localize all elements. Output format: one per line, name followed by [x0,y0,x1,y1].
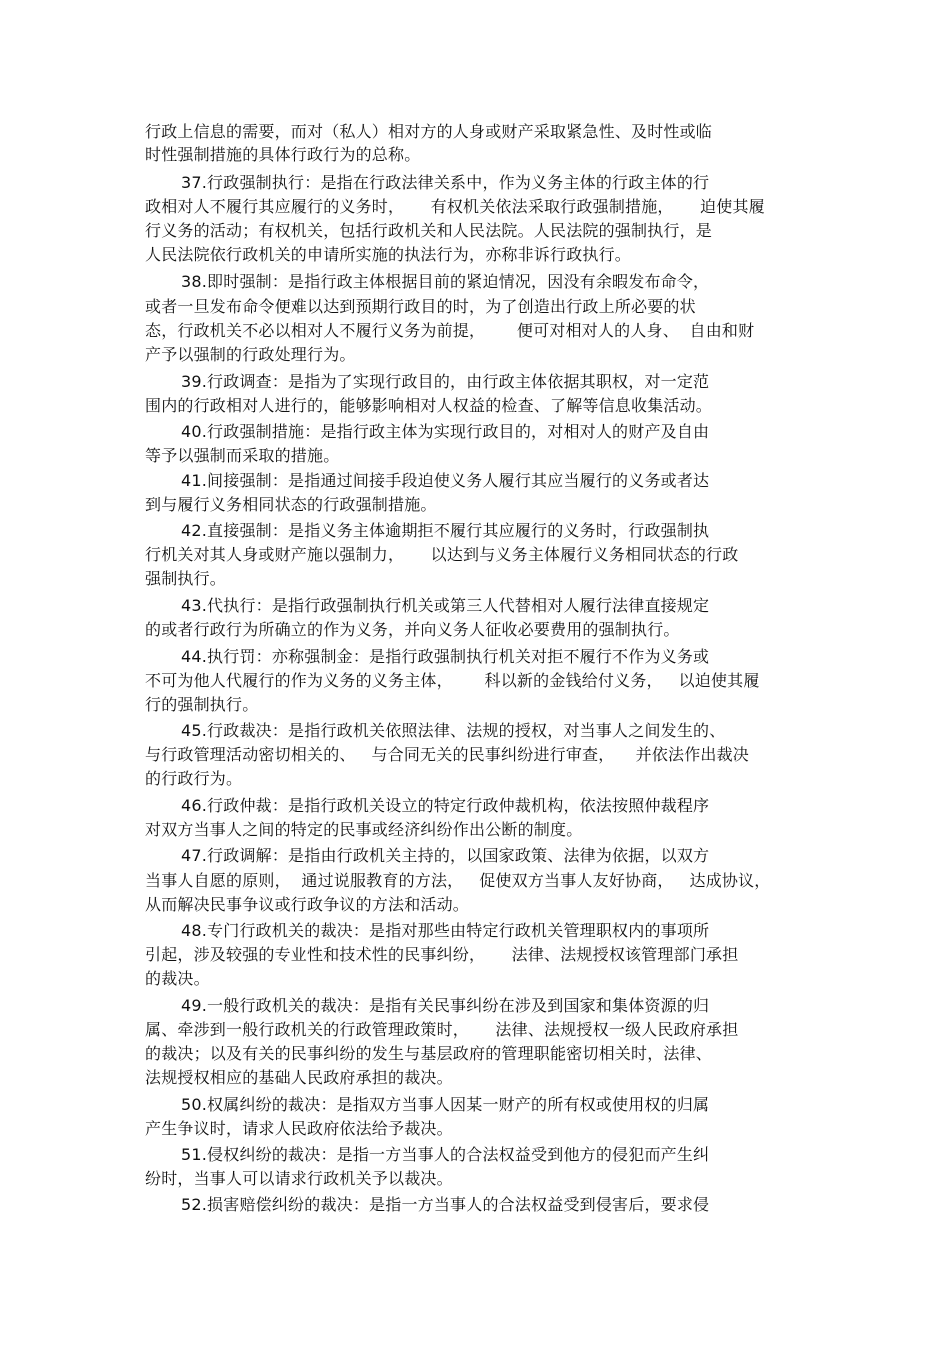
paragraph-first-line: 41.间接强制：是指通过间接手段迫使义务人履行其应当履行的义务或者达 [181,471,710,490]
paragraph-line: 产予以强制的行政处理行为。 [145,345,356,364]
paragraph-first-line: 37.行政强制执行：是指在行政法律关系中，作为义务主体的行政主体的行 [181,173,710,192]
paragraph-line: 人民法院依行政机关的申请所实施的执法行为，亦称非诉行政执行。 [145,245,632,264]
paragraph-line: 与行政管理活动密切相关的、 与合同无关的民事纠纷进行审查， 并依法作出裁决 [145,745,750,764]
paragraph-line: 产生争议时，请求人民政府依法给予裁决。 [145,1119,453,1138]
paragraph-first-line: 49.一般行政机关的裁决：是指有关民事纠纷在涉及到国家和集体资源的归 [181,996,710,1015]
paragraph-line: 行义务的活动；有权机关，包括行政机关和人民法院。人民法院的强制执行，是 [145,221,713,240]
paragraph-line: 的或者行政行为所确立的作为义务，并向义务人征收必要费用的强制执行。 [145,620,680,639]
paragraph-first-line: 48.专门行政机关的裁决：是指对那些由特定行政机关管理职权内的事项所 [181,921,710,940]
paragraph-first-line: 43.代执行：是指行政强制执行机关或第三人代替相对人履行法律直接规定 [181,596,710,615]
paragraph-line: 围内的行政相对人进行的，能够影响相对人权益的检查、了解等信息收集活动。 [145,396,713,415]
paragraph-first-line: 46.行政仲裁：是指行政机关设立的特定行政仲裁机构，依法按照仲裁程序 [181,796,710,815]
paragraph-line: 或者一旦发布命令便难以达到预期行政目的时，为了创造出行政上所必要的状 [145,297,696,316]
paragraph-line: 的裁决；以及有关的民事纠纷的发生与基层政府的管理职能密切相关时，法律、 [145,1044,713,1063]
paragraph-line: 政相对人不履行其应履行的义务时， 有权机关依法采取行政强制措施， 迫使其履 [145,197,765,216]
paragraph-line: 引起，涉及较强的专业性和技术性的民事纠纷， 法律、法规授权该管理部门承担 [145,945,739,964]
paragraph-first-line: 45.行政裁决：是指行政机关依照法律、法规的授权，对当事人之间发生的、 [181,721,726,740]
paragraph-line: 当事人自愿的原则， 通过说服教育的方法， 促使双方当事人友好协商， 达成协议， [145,871,771,890]
paragraph-line: 属、牵涉到一般行政机关的行政管理政策时， 法律、法规授权一级人民政府承担 [145,1020,739,1039]
paragraph-line: 到与履行义务相同状态的行政强制措施。 [145,495,437,514]
paragraph-line: 时性强制措施的具体行政行为的总称。 [145,145,421,164]
paragraph-line: 对双方当事人之间的特定的民事或经济纠纷作出公断的制度。 [145,820,583,839]
paragraph-line: 行政上信息的需要，而对（私人）相对方的人身或财产采取紧急性、及时性或临 [145,122,713,141]
paragraph-line: 行机关对其人身或财产施以强制力， 以达到与义务主体履行义务相同状态的行政 [145,545,739,564]
paragraph-line: 法规授权相应的基础人民政府承担的裁决。 [145,1068,453,1087]
paragraph-first-line: 39.行政调查：是指为了实现行政目的，由行政主体依据其职权，对一定范 [181,372,710,391]
paragraph-first-line: 51.侵权纠纷的裁决：是指一方当事人的合法权益受到他方的侵犯而产生纠 [181,1145,710,1164]
paragraph-line: 的行政行为。 [145,769,243,788]
paragraph-line: 不可为他人代履行的作为义务的义务主体， 科以新的金钱给付义务， 以迫使其履 [145,671,760,690]
paragraph-line: 的裁决。 [145,969,210,988]
paragraph-first-line: 44.执行罚：亦称强制金：是指行政强制执行机关对拒不履行不作为义务或 [181,647,710,666]
paragraph-line: 行的强制执行。 [145,695,259,714]
paragraph-first-line: 40.行政强制措施：是指行政主体为实现行政目的，对相对人的财产及自由 [181,422,710,441]
paragraph-first-line: 47.行政调解：是指由行政机关主持的，以国家政策、法律为依据，以双方 [181,846,710,865]
paragraph-first-line: 52.损害赔偿纠纷的裁决：是指一方当事人的合法权益受到侵害后，要求侵 [181,1195,710,1214]
paragraph-line: 强制执行。 [145,569,227,588]
paragraph-first-line: 50.权属纠纷的裁决：是指双方当事人因某一财产的所有权或使用权的归属 [181,1095,710,1114]
paragraph-line: 从而解决民事争议或行政争议的方法和活动。 [145,895,470,914]
paragraph-line: 等予以强制而采取的措施。 [145,446,340,465]
paragraph-first-line: 42.直接强制：是指义务主体逾期拒不履行其应履行的义务时，行政强制执 [181,521,710,540]
paragraph-line: 纷时，当事人可以请求行政机关予以裁决。 [145,1169,453,1188]
paragraph-first-line: 38.即时强制：是指行政主体根据目前的紧迫情况，因没有余暇发布命令， [181,272,710,291]
paragraph-line: 态，行政机关不必以相对人不履行义务为前提， 便可对相对人的人身、 自由和财 [145,321,755,340]
